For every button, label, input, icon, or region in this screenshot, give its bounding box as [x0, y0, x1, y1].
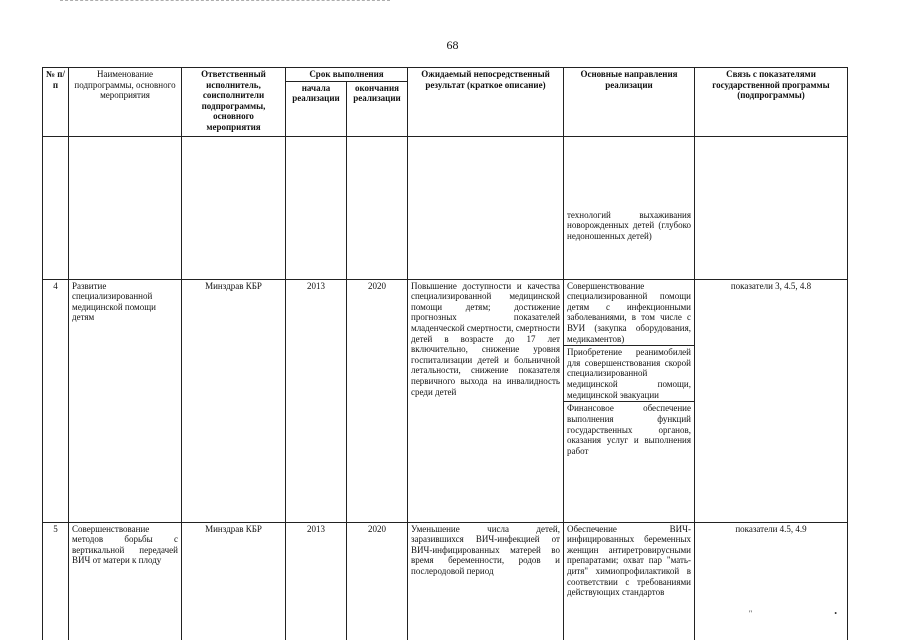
program-table	[42, 67, 848, 640]
row-end: 2020	[347, 279, 408, 522]
cell-empty	[43, 136, 69, 279]
cell-empty	[286, 136, 347, 279]
row-end: 2020	[347, 522, 408, 640]
header-responsible: Ответственный исполнитель, соисполнители подпрограммы, основного мероприятия	[182, 68, 286, 137]
scan-corner-marks: " •	[748, 609, 877, 618]
header-num: № п/ п	[43, 68, 69, 137]
header-term: Срок выполнения	[286, 68, 408, 82]
header-start: начала реализации	[286, 81, 347, 136]
row-responsible: Минздрав КБР	[182, 279, 286, 522]
cell-empty	[69, 136, 182, 279]
row-responsible: Минздрав КБР	[182, 522, 286, 640]
direction-item: Финансовое обеспечение выполнения функций государственных органов, оказания услуг и выполнения работ	[567, 403, 691, 456]
table-row-continuation	[43, 136, 848, 279]
row-start: 2013	[286, 279, 347, 522]
page-number: 68	[446, 38, 459, 52]
header-end: окончания реализации	[347, 81, 408, 136]
header-result: Ожидаемый непосредственный результат (краткое описание)	[408, 68, 564, 137]
row-directions	[564, 279, 695, 522]
direction-item: Приобретение реанимобилей для совершенствования скорой специализированной медицинской помощи, медицинской эвакуации	[564, 346, 694, 402]
cell-empty	[182, 136, 286, 279]
continuation-text: технологий выхаживания новорожденных детей (глубоко недоношенных детей)	[567, 209, 691, 241]
row-name: Развитие специализированной медицинской помощи детям	[69, 279, 182, 522]
direction-item: Совершенствование специализированной помощи детям с инфекционными заболеваниями, в том числе с ВУИ (закупка оборудования, медикаментов)	[564, 280, 694, 347]
row-link: показатели 3, 4.5, 4.8	[695, 279, 848, 522]
header-link: Связь с показателями государственной программы (подпрограммы)	[695, 68, 848, 137]
cell-continuation	[564, 136, 695, 279]
cell-empty	[347, 136, 408, 279]
header-name: Наименование подпрограммы, основного мероприятия	[69, 68, 182, 137]
row-num: 4	[43, 279, 69, 522]
header-directions: Основные направления реализации	[564, 68, 695, 137]
row-result: Уменьшение числа детей, заразившихся ВИЧ-инфекцией от ВИЧ-инфицированных матерей во время беременности, родов и послеродовой период	[408, 522, 564, 640]
cell-empty	[408, 136, 564, 279]
scan-edge-mark	[60, 0, 390, 4]
row-directions: Обеспечение ВИЧ-инфицированных беременных женщин антиретровирусными препаратами; охват пар "мать-дитя" химиопрофилактикой в соответствии с требованиями действующих стандартов	[564, 522, 695, 640]
header-row	[43, 68, 848, 82]
table-row	[43, 279, 848, 522]
cell-empty	[695, 136, 848, 279]
row-name: Совершенствование методов борьбы с вертикальной передачей ВИЧ от матери к плоду	[69, 522, 182, 640]
table-row	[43, 522, 848, 640]
row-num: 5	[43, 522, 69, 640]
row-result: Повышение доступности и качества специализированной медицинской помощи детям; достижение прогнозных показателей младенческой смертности, смертности детей в возрасте до 17 лет включительно, снижение уровня госпитализации детей и больничной летальности, снижение показателя первичного выхода на инвалидность среди детей	[408, 279, 564, 522]
row-start: 2013	[286, 522, 347, 640]
row-link: показатели 4.5, 4.9	[695, 522, 848, 640]
